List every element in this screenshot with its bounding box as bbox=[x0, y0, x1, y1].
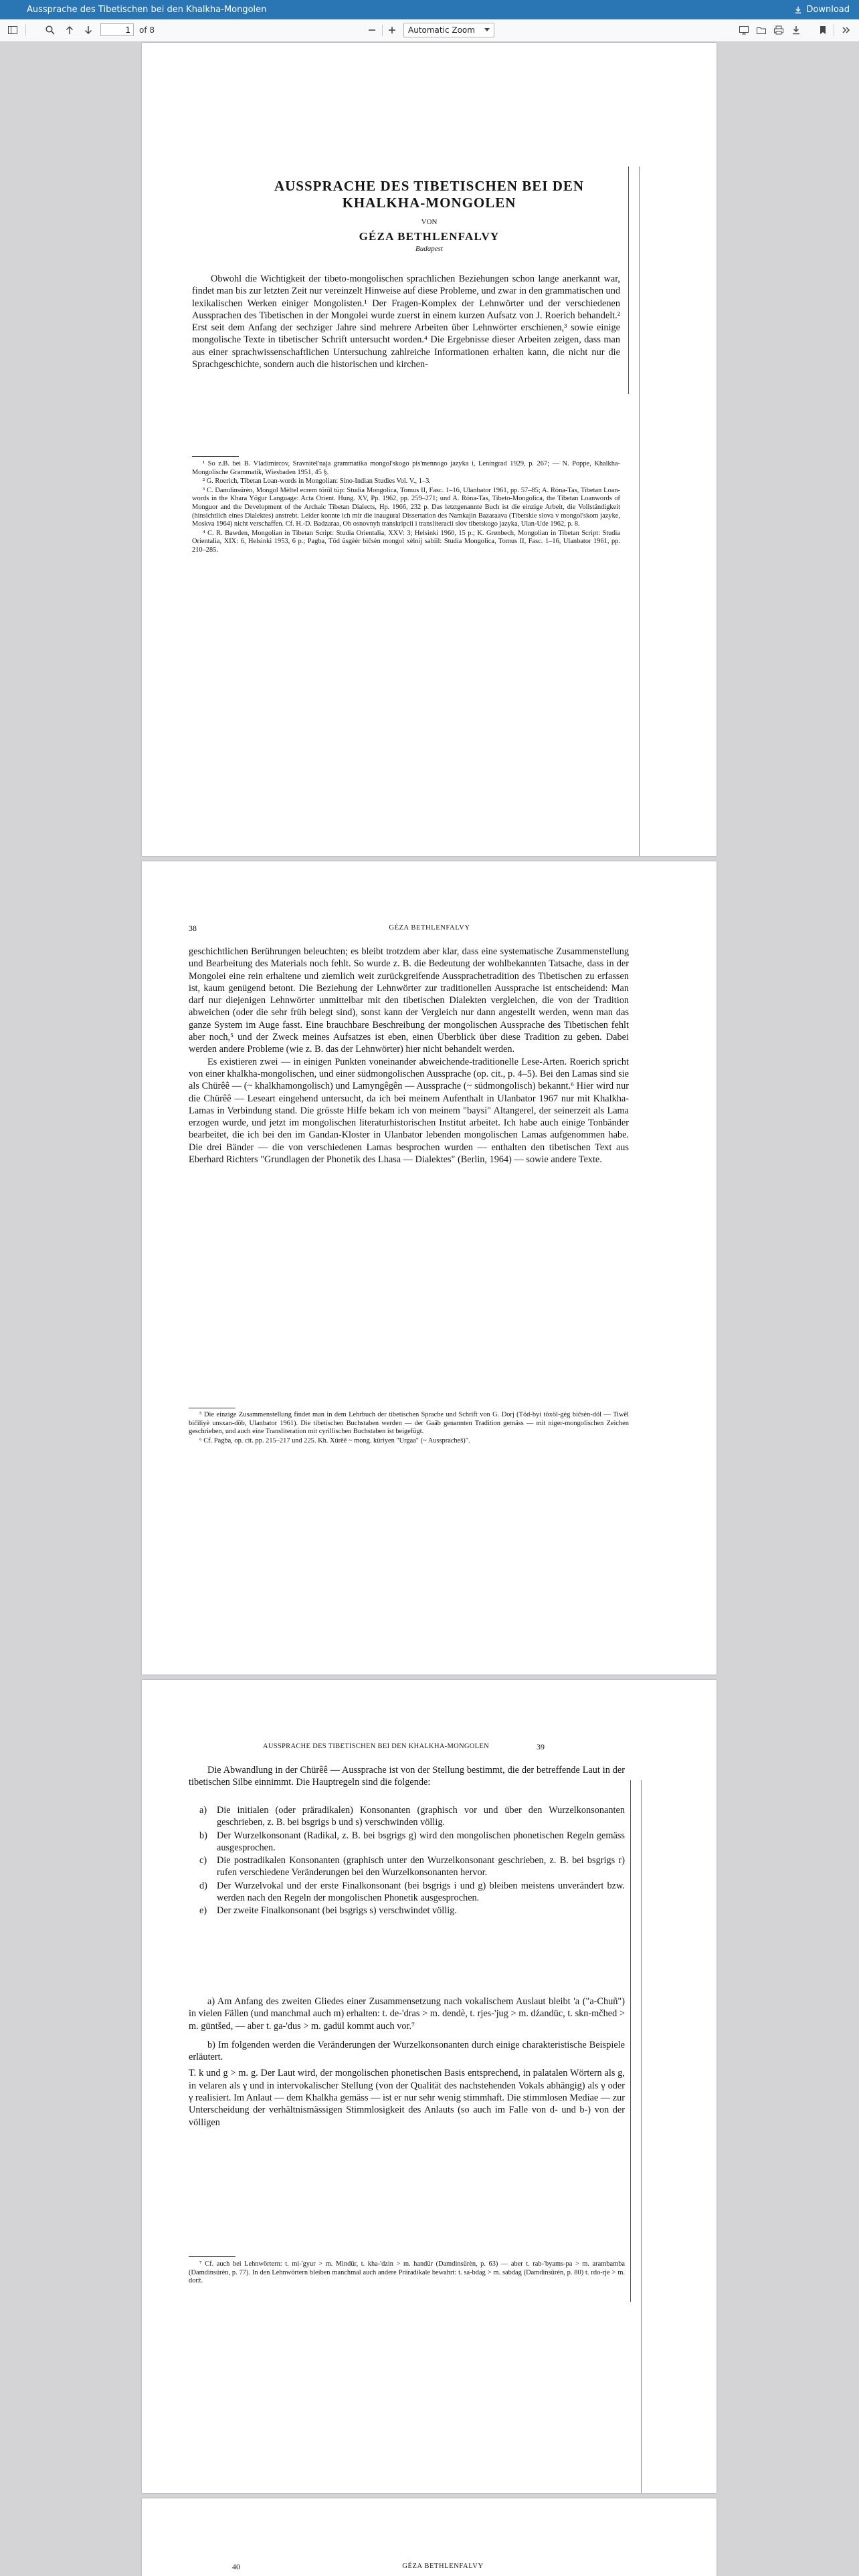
zoom-out-icon bbox=[367, 25, 377, 35]
presentation-mode-icon bbox=[739, 25, 749, 35]
pdf-page-2 bbox=[142, 861, 717, 1675]
toolbar-separator bbox=[382, 25, 383, 36]
scan-margin-line bbox=[639, 167, 640, 856]
toolbar-separator bbox=[25, 25, 26, 36]
body-text bbox=[189, 1764, 625, 1789]
zoom-select[interactable] bbox=[403, 23, 494, 37]
save-button[interactable] bbox=[788, 22, 804, 38]
list-item bbox=[199, 1804, 625, 1829]
article-title-line-2: KHALKHA-MONGOLEN bbox=[342, 195, 516, 211]
chevron-down-icon bbox=[484, 28, 490, 31]
next-page-icon bbox=[83, 25, 94, 35]
footnote: ⁵ Die einzige Zusammenstellung findet man in dem Lehrbuch der tibetischen Sprache und Schrift von G. Dorj (Töd-byi töxöl-gèg bičsèn-döl — Tiwêl bičiliyè unsxan-döb, Ulanbator 1961). Die tibetischen Buchstaben werden — der Gaäb genannten Tradition gemäss — mit niger-mongolischen Zeichen geschrieben, und auch eine Transliteration mit cyrillischen Buchstaben ist beigefügt. bbox=[189, 1411, 629, 1436]
paragraph: Obwohl die Wichtigkeit der tibeto-mongolischen sprachlichen Beziehungen schon lange anerkannt war, findet man bis zur letzten Zeit nur vereinzelt Hinweise auf diese Probleme, und zwar in den grammatischen und lexikalischen Werken einiger Mongolisten.¹ Der Fragen-Komplex der Lehnwörter und der verschiedenen Aussprachen des Tibetischen in der Mongolei wurde zuerst in einem kurzen Aufsatz von J. Roerich behandelt.² Erst seit dem Anfang der sechziger Jahre sind mehrere Arbeiten über Lehnwörter erschienen,³ sowie einige mongolische Texte in tibetischer Schrift untersucht worden.⁴ Die Ergebnisse dieser Arbeiten zeigen, dass man aus einer sprachwissenschaftlichen Untersuchung zahlreiche Informationen erhalten kann, die nicht nur die Sprachgeschichte, sondern auch die historischen und kirchen- bbox=[192, 274, 620, 370]
sidebar-toggle-button[interactable] bbox=[4, 22, 21, 38]
download-label: Download bbox=[806, 5, 850, 15]
scan-margin-line bbox=[630, 1780, 631, 2302]
author-affiliation: Budapest bbox=[415, 245, 443, 253]
pdf-page-3 bbox=[142, 1680, 717, 2493]
open-file-button[interactable] bbox=[753, 22, 769, 38]
list-text: Die postradikalen Konsonanten (graphisch unter den Wurzelkonsonant geschrieben, z. B. bei bsgrigs r) rufen verschiedene Veränderungen bei den Wurzelkonsonanten hervor. bbox=[217, 1855, 625, 1879]
paragraph: b) Im folgenden werden die Veränderungen der Wurzelkonsonanten durch einige charakteristische Beispiele erläutert. bbox=[189, 2039, 625, 2063]
bookmark-button[interactable] bbox=[815, 22, 831, 38]
footnote: ⁴ C. R. Bawden, Mongolian in Tibetan Script: Studia Orientalia, XXV: 3; Helsinki 1960, 15 p.; K. Grønbech, Mongolian in Tibetan Script: Studia Orientalia, XIX: 6, Helsinki 1953, 6 p.; Pagba, Töd üsgèèr bičsèn mongol xèlnij sabiil: Studia Mongolica, Tomus II, Fasc. 1–16, Ulanbator 1961, pp. 210–285. bbox=[192, 529, 620, 554]
scan-margin-line bbox=[641, 1780, 642, 2493]
list-item bbox=[199, 1830, 625, 1854]
list-text: Der Wurzelvokal und der erste Finalkonsonant (bei bsgrigs i und g) bleiben meistens unverändert bzw. werden nach den Regeln der mongolischen Phonetik ausgesprochen. bbox=[217, 1880, 625, 1904]
rule-list bbox=[199, 1804, 625, 1918]
list-marker: d) bbox=[199, 1880, 207, 1891]
save-icon bbox=[791, 25, 801, 35]
paragraph: geschichtlichen Berührungen beleuchten; es bleibt trotzdem aber klar, dass eine systematische Zusammenstellung und Bearbeitung des Materials noch fehlt. So wurde z. B. die Bedeutung der wohlbekannten Tatsache, dass in der Mongolei eine rein erhaltene und ziemlich weit zurückgreifende Aussprachetradition des Tibetischen zu erfassen ist, kaum genügend betont. Die Beziehung der Lehnwörter zur traditionellen Aussprache ist entscheidend: Man darf nur diejenigen Lehnwörter unmittelbar mit den tibetischen Dialekten vergleichen, die von der Tradition abweichen (oder die sehr früh belegt sind), sonst kann der Vergleich nur dann angestellt werden, wenn man das ganze System im Auge fasst. Eine brauchbare Beschreibung der mongolischen Aussprache des Tibetischen fehlt aber noch,⁵ und der Zweck meines Aufsatzes ist eben, einen Überblick über diese Tradition zu geben. Dabei werden andere Probleme (wie z. B. das der Lehnwörter) hier nicht behandelt werden. bbox=[189, 946, 629, 1055]
footnote: ⁷ Cf. auch bei Lehnwörtern: t. mi-'gyur > m. Mindür, t. kha-'dzin > m. handür (Damdinsürèn, p. 63) — aber t. rab-'byams-pa > m. arambamba (Damdinsürèn, p. 77). In den Lehnwörtern bleiben manchmal auch andere Präradikale bewahrt: t. sa-bdag > m. sabdag (Damdinsürèn, p. 80) t. rdo-rje > m. dorž. bbox=[189, 2260, 625, 2285]
document-title: Aussprache des Tibetischen bei den Khalkha-Mongolen bbox=[27, 5, 267, 15]
running-head: AUSSPRACHE DES TIBETISCHEN BEI DEN KHALKHA-MONGOLEN bbox=[263, 1743, 489, 1750]
list-text: Der Wurzelkonsonant (Radikal, z. B. bei bsgrigs g) wird den mongolischen phonetischen Regeln gemäss ausgesprochen. bbox=[217, 1830, 625, 1853]
footnote-separator bbox=[192, 456, 239, 457]
body-text bbox=[192, 273, 620, 370]
open-file-icon bbox=[756, 25, 767, 35]
page-number-input[interactable] bbox=[100, 23, 134, 36]
article-title-line-1: AUSSPRACHE DES TIBETISCHEN BEI DEN bbox=[274, 178, 585, 194]
previous-page-icon bbox=[64, 25, 75, 35]
presentation-mode-button[interactable] bbox=[736, 22, 752, 38]
sidebar-toggle-icon bbox=[7, 25, 18, 35]
list-item bbox=[199, 1880, 625, 1905]
footnote: ¹ So z.B. bei B. Vladimircov, Sravnitel'naja grammatika mongol'skogo pis'mennogo jazyka i, Leningrad 1929, p. 267; — N. Poppe, Khalkha-Mongolische Grammatik, Wiesbaden 1951, 45 §. bbox=[192, 460, 620, 476]
paragraph: Es existieren zwei — in einigen Punkten voneinander abweichende-traditionelle Lese-Arten. Roerich spricht von einer khalkha-mongolischen, und einer südmongolischen Aussprache (op. cit., p. 4–5). Bei den Lamas sind sie als Chürêê — (~ khalkhamongolisch) und Lamyngêgên — Aussprache (~ südmongolisch) bekannt.⁶ Hier wird nur die Chürêê — Leseart eingehend untersucht, da ich bei meinem Aufenthalt in Ulanbator 1967 nur mit Khalkha-Lamas in Verbindung stand. Die grösste Hilfe bekam ich von meinem "baysi" Altangerel, der seinerzeit als Lama erzogen wurde, und jetzt im mongolischen literaturhistorischen Institut arbeitet. Ich habe auch einige Tonbänder bearbeitet, die ich bei den im Gandan-Kloster in Ulanbator lebenden mongolischen Lamas aufgenommen habe. Die drei Bänder — die von verschiedenen Lamas besprochen wurden — enthalten den tibetischen Text aus Eberhard Richters "Grundlagen der Phonetik des Lhasa — Dialektes" (Berlin, 1964) — sowie andere Texte. bbox=[189, 1056, 629, 1166]
zoom-out-button[interactable] bbox=[364, 22, 380, 38]
body-text bbox=[189, 946, 629, 1166]
zoom-select-value: Automatic Zoom bbox=[408, 25, 475, 35]
zoom-in-button[interactable] bbox=[384, 22, 400, 38]
find-button[interactable] bbox=[41, 22, 59, 38]
scan-margin-line bbox=[628, 167, 629, 394]
running-head: GÉZA BETHLENFALVY bbox=[389, 924, 470, 932]
article-byline-von: VON bbox=[421, 218, 438, 226]
download-button[interactable] bbox=[793, 3, 850, 17]
paragraph: T. k und g > m. g. Der Laut wird, der mongolischen phonetischen Basis entsprechend, in palatalen Wörtern als g, in velaren als γ und in intervokalischer Stellung (von der Qualität des nachstehenden Vokals abhängig) als γ oder γ realisiert. Im Anlaut — dem Khalkha gemäss — ist er nur sehr wenig stimmhaft. Die stimmlosen Mediae — zur Unterscheidung der verhältnismässigen Stimmlosigkeit des Anlauts (so auch im Falle von d- und b-) von der völligen bbox=[189, 2068, 625, 2128]
print-icon bbox=[773, 25, 784, 35]
footnote: ³ C. Damdinsürèn, Mongol Mèltel ecrem töröl tüp: Studia Mongolica, Tomus II, Fasc. 1–16, Ulanbator 1961, pp. 57–85; A. Róna-Tas, Tibetan Loan-words in the Khara Yögur Language: Acta Orient. Hung. XV, Pp. 1962, pp. 259–271; und A. Róna-Tas, Tibeto-Mongolica, the Tibetan Loanwords of Monguor and the Development of the Archaic Tibetan Dialects, Hp. 1966, 232 p. Das letztgenannte Buch ist die einzige Arbeit, die Vollständigkeit (hinsichtlich eines Dialektes) anstrebt. Leider konnte ich mir die inaugural Dissertation des Namkajin Bazaraava (Tibetskie slova v mongol'skom jazyke, Moskva 1964) nicht verschaffen. Cf. H.-D. Badzaraa, Ob osnovnyh transkripcii i transliteracii slov tibetskogo jazyka, Ulan-Ude 1962, p. 8. bbox=[192, 486, 620, 528]
pdf-page-1 bbox=[142, 43, 717, 856]
list-item bbox=[199, 1905, 625, 1917]
footnotes bbox=[192, 460, 620, 556]
print-button[interactable] bbox=[771, 22, 787, 38]
running-head: GÉZA BETHLENFALVY bbox=[402, 2563, 484, 2570]
page-number: 39 bbox=[537, 1742, 545, 1751]
pdf-page-4 bbox=[142, 2498, 717, 2576]
footnote-separator bbox=[189, 2256, 235, 2257]
list-marker: c) bbox=[199, 1855, 207, 1866]
article-author: GÉZA BETHLENFALVY bbox=[359, 230, 500, 243]
zoom-in-icon bbox=[387, 25, 397, 35]
previous-page-button[interactable] bbox=[62, 22, 78, 38]
list-text: Der zweite Finalkonsonant (bei bsgrigs s) verschwindet völlig. bbox=[217, 1905, 457, 1917]
body-text bbox=[189, 1996, 625, 2129]
list-text: Die initialen (oder präradikalen) Konsonanten (graphisch vor und über den Wurzelkonsonanten geschrieben, z. B. bei bsgrigs b und s) verschwinden völlig. bbox=[217, 1805, 625, 1828]
list-marker: e) bbox=[199, 1905, 207, 1917]
search-icon bbox=[45, 25, 56, 35]
footnotes bbox=[189, 2260, 625, 2286]
paragraph: Die Abwandlung in der Chürêê — Aussprache ist von der Stellung bestimmt, die der betreffende Laut in der tibetischen Silbe einnimmt. Die Hauptregeln sind die folgende: bbox=[189, 1765, 625, 1788]
footnotes bbox=[189, 1411, 629, 1446]
list-item bbox=[199, 1854, 625, 1879]
download-icon bbox=[793, 5, 803, 15]
next-page-button[interactable] bbox=[80, 22, 96, 38]
tools-icon bbox=[840, 25, 851, 35]
bookmark-icon bbox=[818, 25, 828, 35]
paragraph: a) Am Anfang des zweiten Gliedes einer Zusammensetzung nach vokalischem Auslaut bleibt 'a ("a-Chuñ") in vielen Fällen (und manchmal auch m) erhalten: t. de-'dras > m. dendè, t. rjes-'jug > m. dźandüc, t. skn-mčhed > m. güntšed, — aber t. ga-'dus > m. gadül kommt auch vor.⁷ bbox=[189, 1996, 625, 2032]
list-marker: b) bbox=[199, 1830, 207, 1841]
list-marker: a) bbox=[199, 1805, 207, 1816]
tools-button[interactable] bbox=[838, 22, 854, 38]
page-number: 38 bbox=[189, 924, 197, 933]
title-bar bbox=[0, 0, 859, 19]
footnote: ⁶ Cf. Pagba, op. cit. pp. 215–217 und 225. Kh. Xürêê ~ mong. küriyen "Urgaa" (~ Ausspracheš)". bbox=[199, 1436, 470, 1444]
footnote: ² G. Roerich, Tibetan Loan-words in Mongolian: Sino-Indian Studies Vol. V., 1–3. bbox=[203, 477, 431, 486]
pdf-toolbar bbox=[0, 19, 859, 42]
page-count: of 8 bbox=[139, 25, 155, 35]
page-number: 40 bbox=[232, 2562, 240, 2571]
